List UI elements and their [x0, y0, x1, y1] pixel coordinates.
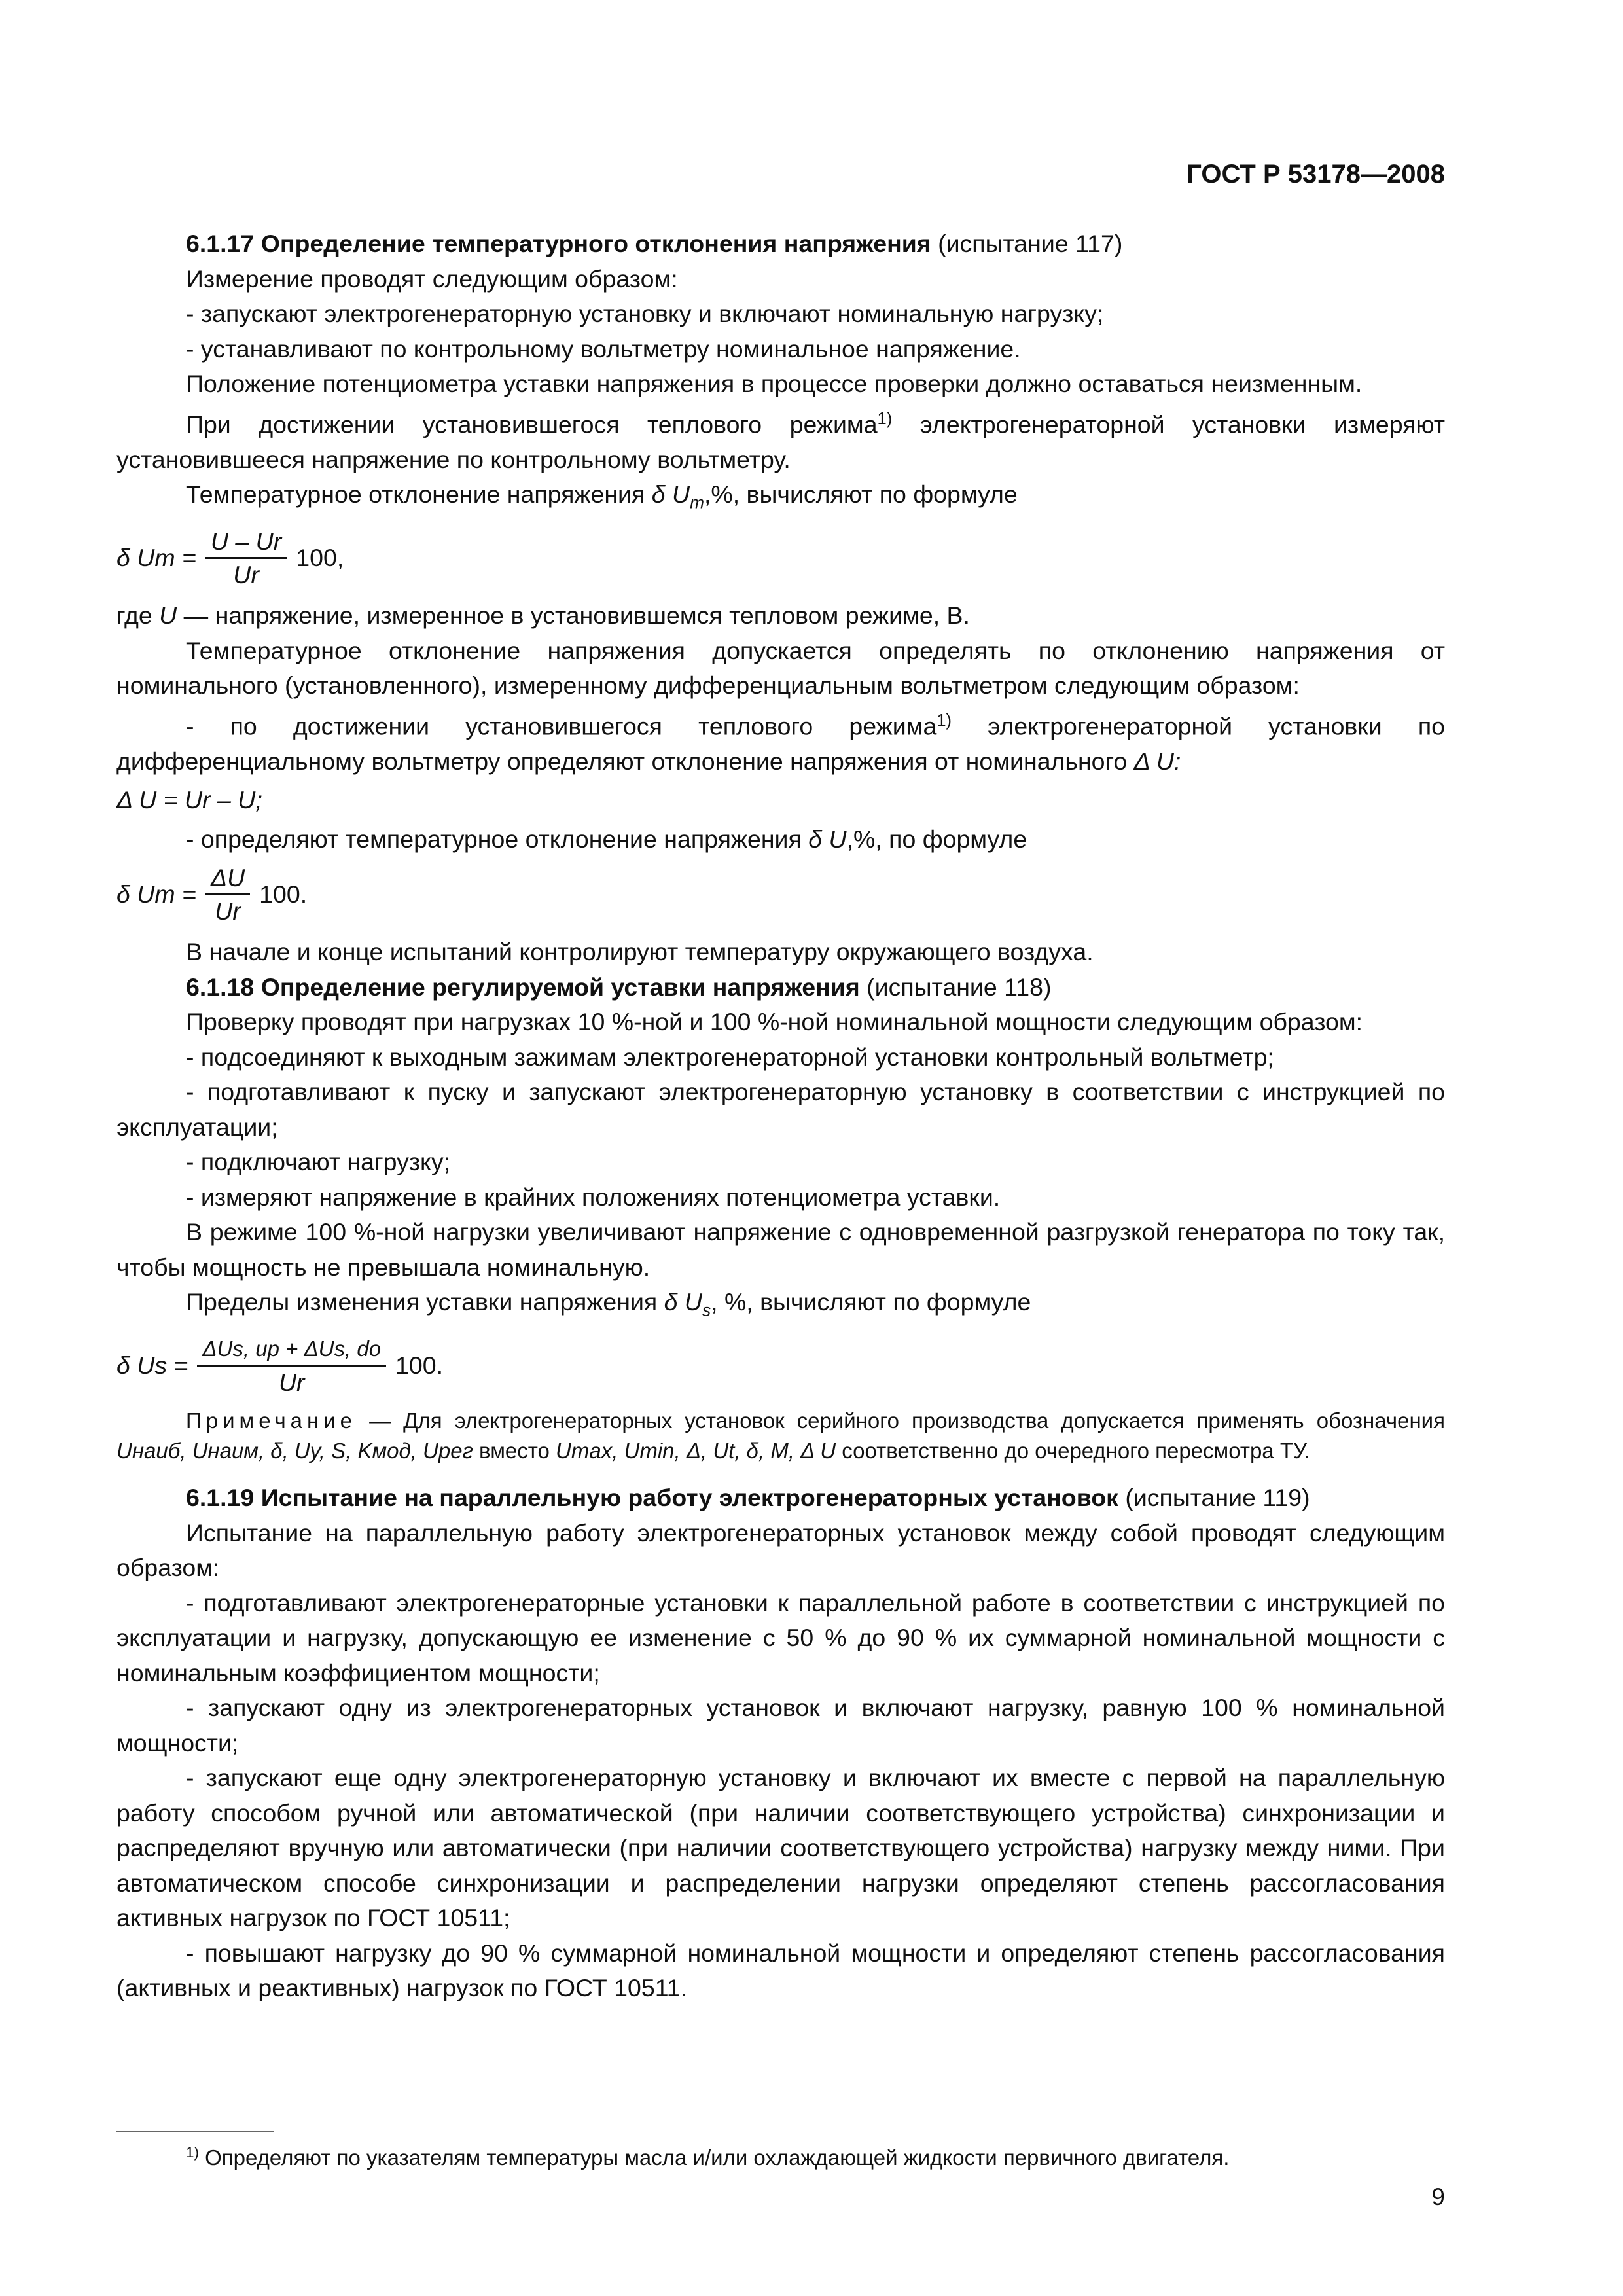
footnote-mark: 1) — [186, 2144, 199, 2161]
formula-denominator: Ur — [278, 1369, 305, 1396]
note-symbols-1: Uнаиб, Uнаим, δ, Uy, S, Kмод, Uрег — [116, 1439, 473, 1463]
formula-tail: 100, — [296, 543, 344, 571]
section-6-1-18-heading — [116, 970, 1445, 1005]
paragraph: Проверку проводят при нагрузках 10 %-ной и 100 %-ной номинальной мощности следующим образом: — [186, 1008, 1363, 1035]
formula-tail: 100. — [395, 1351, 444, 1379]
note: Примечание — Для электрогенераторных установок серийного производства допускается применять обозначения Uнаиб, Uнаим, δ, Uy, S, Kмод, Uрег вместо Umax, Umin, Δ, Ut, δ, M, Δ U соответственно до очередного пересмотра ТУ. — [116, 1408, 1445, 1463]
paragraph: Положение потенциометра уставки напряжения в процессе проверки должно оставаться неизменным. — [186, 370, 1363, 397]
list-item: - подготавливают электрогенераторные установки к параллельной работе в соответствии с инструкцией по эксплуатации и нагрузку, допускающую ее изменение с 50 % до 90 % их суммарной номинальной мощности с номинальным коэффициентом мощности; — [116, 1588, 1445, 1687]
paragraph: Температурное отклонение напряжения допускается определять по отклонению напряжения от номинального (установленного), измеренному дифференциальным вольтметром следующим образом: — [116, 636, 1445, 699]
formula-tail: 100. — [259, 880, 308, 908]
note-label: Примечание — [186, 1408, 357, 1433]
section-number: 6.1.19 — [186, 1484, 255, 1511]
list-item: - запускают электрогенераторную установку и включают номинальную нагрузку; — [186, 300, 1104, 327]
section-number: 6.1.17 — [186, 230, 255, 257]
list-item: - запускают еще одну электрогенераторную установку и включают их вместе с первой на параллельную работу способом ручной или автоматической (при наличии соответствующего устройства) синхронизации и распределяют вручную или автоматически (при наличии соответствующего устройства) нагрузку между ними. При автоматическом способе синхронизации и распределении нагрузки определяют степень рассогласования активных нагрузок по ГОСТ 10511; — [116, 1764, 1445, 1931]
test-ref: (испытание 118) — [866, 973, 1052, 1001]
list-item: - определяют температурное отклонение напряжения δ U,%, по формуле — [186, 825, 1027, 853]
formula-fraction — [197, 1333, 386, 1398]
test-ref: (испытание 117) — [938, 230, 1123, 257]
formula-lhs: δ Uт = — [116, 543, 196, 571]
list-item: - повышают нагрузку до 90 % суммарной номинальной мощности и определяют степень рассогласования (активных и реактивных) нагрузок по ГОСТ 10511. — [116, 1939, 1445, 2001]
formula-denominator: Ur — [215, 897, 241, 925]
formula-numerator: U – Ur — [205, 526, 287, 559]
paragraph: При достижении установившегося теплового режима$^{1)}$ электрогенераторной установки измеряют установившееся напряжение по контрольному вольтметру. — [116, 409, 1445, 473]
list-item: - подсоединяют к выходным зажимам электрогенераторной установки контрольный вольтметр; — [186, 1043, 1274, 1071]
note-symbols-2: Umax, Umin, Δ, Ut, δ, M, Δ U — [556, 1439, 836, 1463]
list-item: - устанавливают по контрольному вольтметру номинальное напряжение. — [186, 334, 1021, 363]
section-title: Определение температурного отклонения напряжения — [260, 230, 931, 257]
paragraph: где U — напряжение, измеренное в установившемся тепловом режиме, В. — [116, 601, 970, 629]
footnote-text: Определяют по указателям температуры масла и/или охлаждающей жидкости первичного двигателя. — [198, 2145, 1230, 2170]
formula-fraction — [205, 862, 250, 927]
page-number: 9 — [1431, 2183, 1445, 2210]
formula-4 — [116, 1333, 1445, 1398]
list-item: - по достижении установившегося теплового режима$^{1)}$ электрогенераторной установки по дифференциальному вольтметру определяют отклонение напряжения от номинального Δ U: — [116, 711, 1446, 775]
paragraph: Температурное отклонение напряжения δ $U_т,\%$, вычисляют по формуле — [186, 480, 1018, 512]
paragraph: Пределы изменения уставки напряжения δ $U_s$, %, вычисляют по формуле — [186, 1288, 1031, 1320]
section-6-1-17-heading — [116, 226, 1445, 262]
footnote-ref: 1) — [936, 711, 952, 730]
list-item: - измеряют напряжение в крайних положениях потенциометра уставки. — [186, 1183, 1001, 1211]
formula-numerator: ΔUs, up + ΔUs, do — [197, 1333, 386, 1367]
paragraph: В начале и конце испытаний контролируют температуру окружающего воздуха. — [186, 938, 1094, 965]
formula-numerator: ΔU — [205, 862, 250, 895]
formula-2: Δ U = Ur – U; — [116, 786, 262, 814]
formula-fraction — [205, 526, 287, 590]
footnote-ref: 1) — [877, 409, 893, 428]
footnote — [186, 2138, 1229, 2173]
list-item: - подключают нагрузку; — [186, 1148, 451, 1175]
symbol-delta-ut: δ $U_т$ — [651, 480, 704, 512]
formula-lhs: δ Us = — [116, 1351, 188, 1379]
symbol-delta-us: δ $U_s$ — [664, 1288, 711, 1320]
formula-3 — [116, 862, 1445, 927]
standard-header: ГОСТ Р 53178—2008 — [1186, 160, 1445, 188]
paragraph: В режиме 100 %-ной нагрузки увеличивают напряжение с одновременной разгрузкой генератора по току так, чтобы мощность не превышала номинальную. — [116, 1218, 1445, 1281]
section-6-1-19-heading — [116, 1480, 1445, 1516]
list-item: - подготавливают к пуску и запускают электрогенераторную установку в соответствии с инструкцией по эксплуатации; — [116, 1078, 1445, 1141]
main-text — [116, 226, 1445, 2006]
section-number: 6.1.18 — [186, 973, 255, 1001]
formula-denominator: Ur — [233, 561, 259, 588]
footnote-divider — [116, 2131, 274, 2132]
section-title: Испытание на параллельную работу электрогенераторных установок — [260, 1484, 1118, 1511]
formula-lhs: δ Uт = — [116, 880, 196, 908]
paragraph: Испытание на параллельную работу электрогенераторных установок между собой проводят следующим образом: — [116, 1518, 1445, 1581]
list-item: - запускают одну из электрогенераторных установок и включают нагрузку, равную 100 % номинальной мощности; — [116, 1694, 1445, 1757]
test-ref: (испытание 119) — [1125, 1484, 1310, 1511]
paragraph: Измерение проводят следующим образом: — [186, 264, 678, 293]
section-title: Определение регулируемой уставки напряжения — [260, 973, 860, 1001]
formula-1 — [116, 526, 1445, 590]
